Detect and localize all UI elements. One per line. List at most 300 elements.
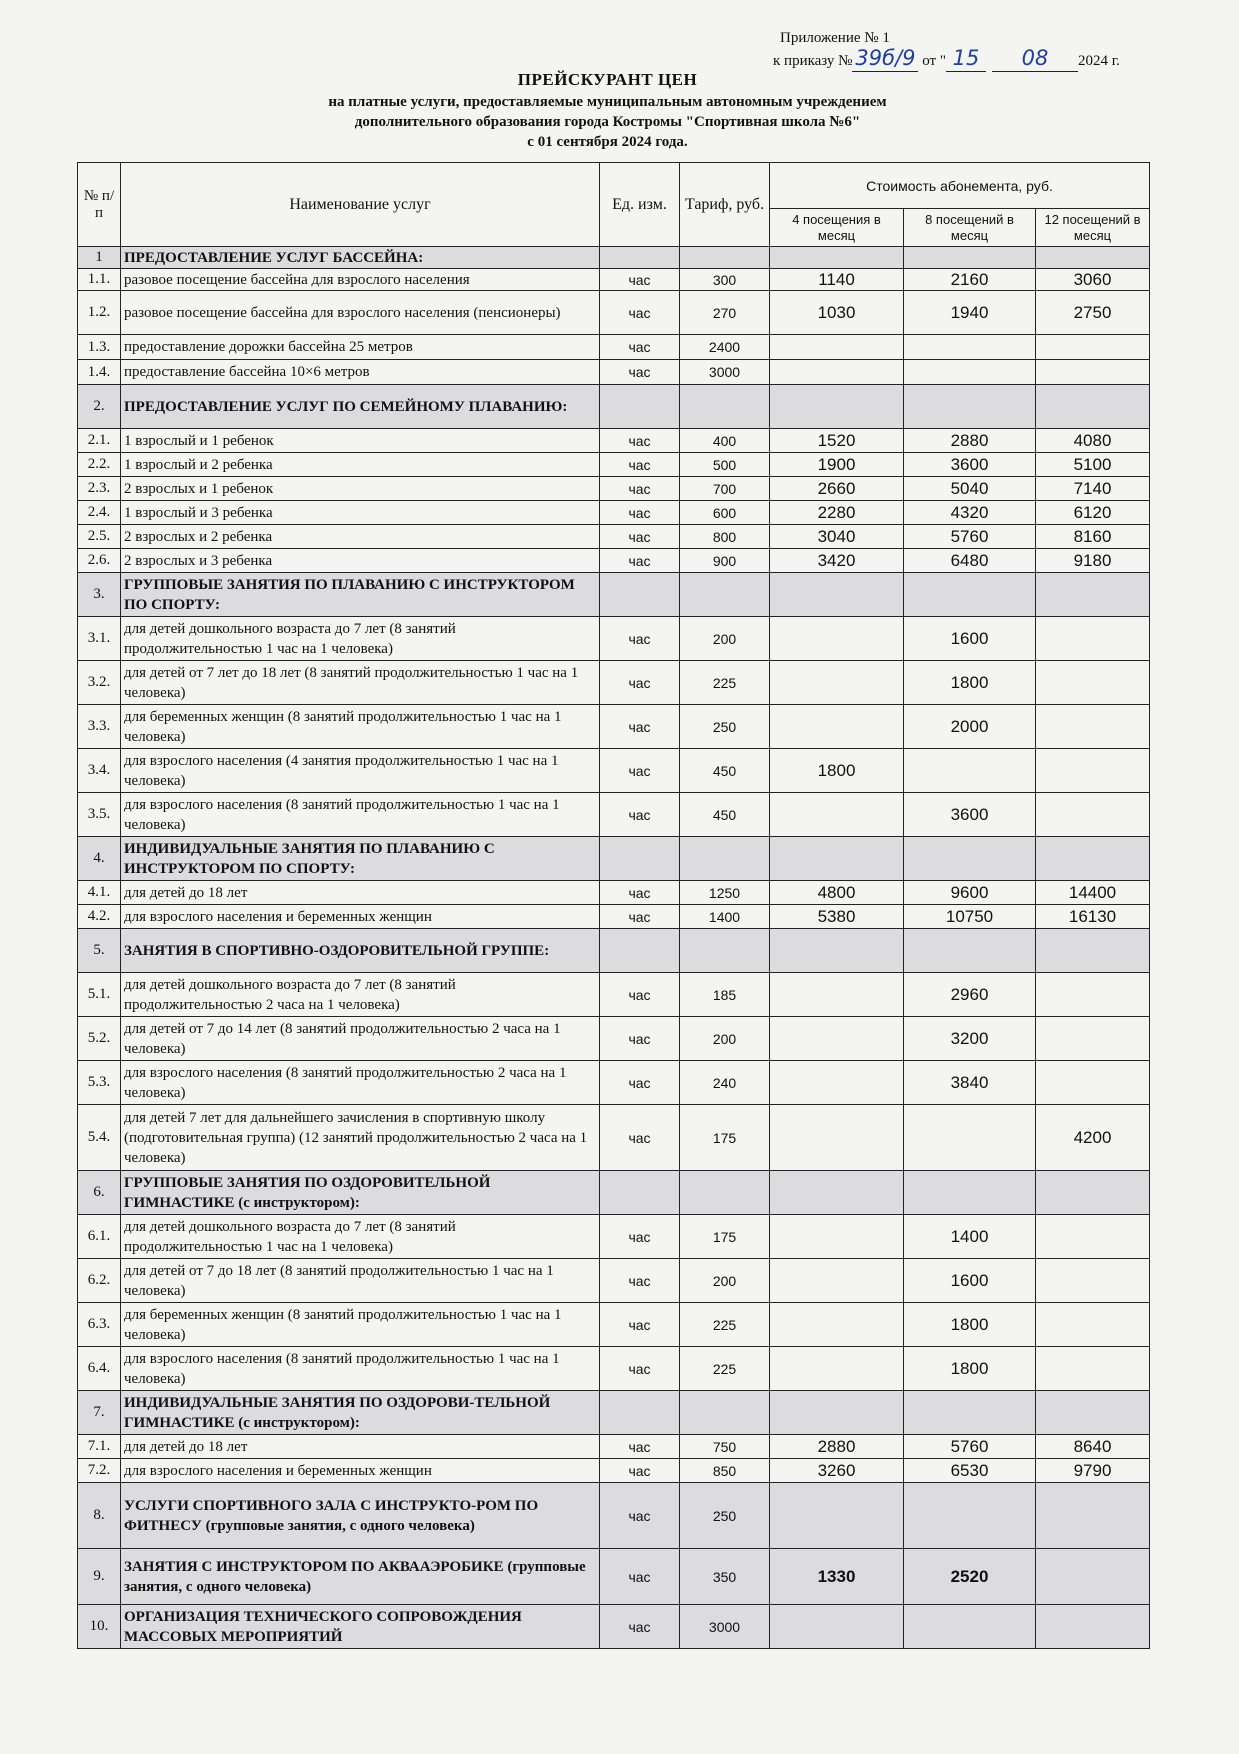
cell-tariff: 3000 <box>680 1605 770 1649</box>
cell-p4: 1140 <box>770 269 904 291</box>
price-table <box>77 162 1150 1649</box>
cell-unit: час <box>600 661 680 705</box>
cell-name: ЗАНЯТИЯ С ИНСТРУКТОРОМ ПО АКВААЭРОБИКЕ (групповые занятия, с одного человека) <box>121 1549 600 1605</box>
cell-p8: 3600 <box>904 453 1036 477</box>
cell-tariff: 3000 <box>680 360 770 385</box>
cell-num: 2.5. <box>78 525 121 549</box>
section-row <box>78 929 1150 973</box>
cell-num: 1 <box>78 247 121 269</box>
cell-tariff: 175 <box>680 1215 770 1259</box>
cell-unit: час <box>600 360 680 385</box>
cell-name: ИНДИВИДУАЛЬНЫЕ ЗАНЯТИЯ ПО ПЛАВАНИЮ С ИНСТРУКТОРОМ ПО СПОРТУ: <box>121 837 600 881</box>
cell-p4 <box>770 1215 904 1259</box>
cell-p4 <box>770 617 904 661</box>
order-reference <box>773 48 1120 72</box>
cell-tariff <box>680 1171 770 1215</box>
cell-p4: 1900 <box>770 453 904 477</box>
cell-num: 6. <box>78 1171 121 1215</box>
cell-name: для взрослого населения (8 занятий продолжительностью 2 часа на 1 человека) <box>121 1061 600 1105</box>
cell-p8: 10750 <box>904 905 1036 929</box>
cell-p4 <box>770 1105 904 1171</box>
cell-unit: час <box>600 749 680 793</box>
cell-p4 <box>770 1061 904 1105</box>
cell-p8: 2000 <box>904 705 1036 749</box>
cell-unit: час <box>600 1435 680 1459</box>
cell-unit: час <box>600 905 680 929</box>
cell-p8: 1800 <box>904 1347 1036 1391</box>
date-month-field <box>992 48 1078 72</box>
cell-p12 <box>1036 1549 1150 1605</box>
cell-num: 5.4. <box>78 1105 121 1171</box>
cell-tariff: 225 <box>680 1303 770 1347</box>
table-row <box>78 549 1150 573</box>
cell-p8 <box>904 1483 1036 1549</box>
cell-p8: 5760 <box>904 1435 1036 1459</box>
table-row <box>78 291 1150 335</box>
header-p12: 12 посещений в месяц <box>1036 209 1150 247</box>
cell-p8: 2160 <box>904 269 1036 291</box>
cell-tariff: 2400 <box>680 335 770 360</box>
cell-p4: 4800 <box>770 881 904 905</box>
cell-name: ПРЕДОСТАВЛЕНИЕ УСЛУГ ПО СЕМЕЙНОМУ ПЛАВАНИЮ: <box>121 385 600 429</box>
cell-p12 <box>1036 1017 1150 1061</box>
cell-p4: 1520 <box>770 429 904 453</box>
cell-p12 <box>1036 1605 1150 1649</box>
date-from: от " <box>922 53 946 69</box>
cell-tariff: 250 <box>680 705 770 749</box>
cell-p4 <box>770 1259 904 1303</box>
cell-p12 <box>1036 1259 1150 1303</box>
cell-p4 <box>770 385 904 429</box>
cell-name: для взрослого населения (8 занятий продолжительностью 1 час на 1 человека) <box>121 793 600 837</box>
cell-tariff: 250 <box>680 1483 770 1549</box>
cell-tariff: 800 <box>680 525 770 549</box>
cell-p8: 1940 <box>904 291 1036 335</box>
cell-name: 1 взрослый и 1 ребенок <box>121 429 600 453</box>
header-cost: Стоимость абонемента, руб. <box>770 163 1150 209</box>
cell-name: ОРГАНИЗАЦИЯ ТЕХНИЧЕСКОГО СОПРОВОЖДЕНИЯ МАССОВЫХ МЕРОПРИЯТИЙ <box>121 1605 600 1649</box>
cell-p8: 5040 <box>904 477 1036 501</box>
cell-name: 2 взрослых и 1 ребенок <box>121 477 600 501</box>
cell-unit <box>600 837 680 881</box>
cell-p12 <box>1036 749 1150 793</box>
table-row <box>78 269 1150 291</box>
cell-p4 <box>770 793 904 837</box>
cell-p8: 1600 <box>904 617 1036 661</box>
cell-p4: 5380 <box>770 905 904 929</box>
section-row <box>78 1391 1150 1435</box>
cell-unit: час <box>600 1347 680 1391</box>
header-p4: 4 посещения в месяц <box>770 209 904 247</box>
cell-p12 <box>1036 1215 1150 1259</box>
cell-tariff: 240 <box>680 1061 770 1105</box>
cell-name: разовое посещение бассейна для взрослого населения (пенсионеры) <box>121 291 600 335</box>
table-row <box>78 661 1150 705</box>
table-row <box>78 881 1150 905</box>
cell-p12 <box>1036 1171 1150 1215</box>
table-row <box>78 335 1150 360</box>
order-number-field <box>852 48 918 72</box>
table-row <box>78 525 1150 549</box>
table-row <box>78 501 1150 525</box>
cell-num: 1.1. <box>78 269 121 291</box>
cell-p12: 8160 <box>1036 525 1150 549</box>
cell-name: ИНДИВИДУАЛЬНЫЕ ЗАНЯТИЯ ПО ОЗДОРОВИ-ТЕЛЬНОЙ ГИМНАСТИКЕ (с инструктором): <box>121 1391 600 1435</box>
cell-unit: час <box>600 1459 680 1483</box>
cell-name: предоставление дорожки бассейна 25 метров <box>121 335 600 360</box>
cell-name: для детей 7 лет для дальнейшего зачисления в спортивную школу (подготовительная группа) (12 занятий продолжительностью 2 часа на 1 человека) <box>121 1105 600 1171</box>
cell-tariff: 200 <box>680 1259 770 1303</box>
cell-num: 6.2. <box>78 1259 121 1303</box>
subtitle-line-2: дополнительного образования города Костромы "Спортивная школа №6" <box>354 114 861 130</box>
cell-num: 4.2. <box>78 905 121 929</box>
cell-name: для взрослого населения и беременных женщин <box>121 1459 600 1483</box>
cell-p12 <box>1036 385 1150 429</box>
date-day-field <box>946 48 986 72</box>
page-title: ПРЕЙСКУРАНТ ЦЕН <box>517 70 698 89</box>
cell-num: 4.1. <box>78 881 121 905</box>
cell-name: ГРУППОВЫЕ ЗАНЯТИЯ ПО ПЛАВАНИЮ С ИНСТРУКТОРОМ ПО СПОРТУ: <box>121 573 600 617</box>
cell-name: для детей от 7 до 14 лет (8 занятий продолжительностью 2 часа на 1 человека) <box>121 1017 600 1061</box>
cell-name: для детей от 7 до 18 лет (8 занятий продолжительностью 1 час на 1 человека) <box>121 1259 600 1303</box>
cell-p12 <box>1036 1391 1150 1435</box>
table-row <box>78 477 1150 501</box>
cell-p4 <box>770 1171 904 1215</box>
section-row <box>78 1549 1150 1605</box>
cell-p8 <box>904 1105 1036 1171</box>
cell-p4 <box>770 1605 904 1649</box>
page-subtitle <box>0 92 1227 152</box>
cell-p8 <box>904 385 1036 429</box>
cell-p4 <box>770 705 904 749</box>
cell-p8: 1800 <box>904 661 1036 705</box>
cell-p8: 6480 <box>904 549 1036 573</box>
cell-p8 <box>904 1605 1036 1649</box>
cell-p8 <box>904 1391 1036 1435</box>
cell-num: 5.2. <box>78 1017 121 1061</box>
cell-num: 3.1. <box>78 617 121 661</box>
cell-tariff: 500 <box>680 453 770 477</box>
cell-p4 <box>770 973 904 1017</box>
cell-p12 <box>1036 705 1150 749</box>
cell-unit: час <box>600 291 680 335</box>
table-row <box>78 1061 1150 1105</box>
cell-unit: час <box>600 705 680 749</box>
cell-num: 9. <box>78 1549 121 1605</box>
cell-tariff: 350 <box>680 1549 770 1605</box>
cell-num: 1.3. <box>78 335 121 360</box>
cell-p8 <box>904 1171 1036 1215</box>
appendix-block <box>773 28 1120 72</box>
header-p8: 8 посещений в месяц <box>904 209 1036 247</box>
cell-name: для взрослого населения и беременных женщин <box>121 905 600 929</box>
cell-name: для детей до 18 лет <box>121 881 600 905</box>
cell-unit: час <box>600 335 680 360</box>
cell-p4 <box>770 1303 904 1347</box>
cell-tariff: 1400 <box>680 905 770 929</box>
cell-p12 <box>1036 1303 1150 1347</box>
cell-unit <box>600 385 680 429</box>
cell-name: 2 взрослых и 3 ребенка <box>121 549 600 573</box>
cell-p8: 2520 <box>904 1549 1036 1605</box>
cell-unit: час <box>600 881 680 905</box>
cell-p4 <box>770 247 904 269</box>
cell-num: 1.2. <box>78 291 121 335</box>
cell-name: 2 взрослых и 2 ребенка <box>121 525 600 549</box>
cell-p4 <box>770 1483 904 1549</box>
cell-num: 2.3. <box>78 477 121 501</box>
table-row <box>78 1105 1150 1171</box>
cell-name: для беременных женщин (8 занятий продолжительностью 1 час на 1 человека) <box>121 1303 600 1347</box>
cell-p12: 2750 <box>1036 291 1150 335</box>
table-body <box>78 247 1150 1649</box>
cell-tariff <box>680 247 770 269</box>
cell-num: 7. <box>78 1391 121 1435</box>
cell-unit: час <box>600 1061 680 1105</box>
cell-p4: 2880 <box>770 1435 904 1459</box>
cell-unit: час <box>600 453 680 477</box>
table-row <box>78 1017 1150 1061</box>
cell-p8: 1800 <box>904 1303 1036 1347</box>
cell-p12: 6120 <box>1036 501 1150 525</box>
cell-tariff <box>680 573 770 617</box>
cell-unit: час <box>600 525 680 549</box>
cell-unit: час <box>600 1483 680 1549</box>
cell-p12: 16130 <box>1036 905 1150 929</box>
section-row <box>78 837 1150 881</box>
cell-p12: 14400 <box>1036 881 1150 905</box>
cell-p4 <box>770 1017 904 1061</box>
cell-tariff: 175 <box>680 1105 770 1171</box>
cell-name: для взрослого населения (4 занятия продолжительностью 1 час на 1 человека) <box>121 749 600 793</box>
cell-unit: час <box>600 549 680 573</box>
order-number: 39б/9 <box>855 46 916 70</box>
cell-name: ЗАНЯТИЯ В СПОРТИВНО-ОЗДОРОВИТЕЛЬНОЙ ГРУППЕ: <box>121 929 600 973</box>
subtitle-line-1: на платные услуги, предоставляемые муниципальным автономным учреждением <box>328 94 887 110</box>
cell-p12 <box>1036 617 1150 661</box>
cell-unit: час <box>600 1303 680 1347</box>
table-row <box>78 617 1150 661</box>
cell-p4 <box>770 573 904 617</box>
cell-num: 3.2. <box>78 661 121 705</box>
section-row <box>78 385 1150 429</box>
cell-tariff: 1250 <box>680 881 770 905</box>
appendix-label: Приложение № 1 <box>780 30 890 46</box>
cell-name: для детей дошкольного возраста до 7 лет (8 занятий продолжительностью 2 часа на 1 человека) <box>121 973 600 1017</box>
cell-p12 <box>1036 573 1150 617</box>
cell-tariff <box>680 385 770 429</box>
cell-tariff: 225 <box>680 661 770 705</box>
cell-p4 <box>770 837 904 881</box>
cell-num: 7.2. <box>78 1459 121 1483</box>
cell-p8 <box>904 837 1036 881</box>
cell-tariff: 850 <box>680 1459 770 1483</box>
cell-num: 5.3. <box>78 1061 121 1105</box>
cell-p12 <box>1036 793 1150 837</box>
cell-p8 <box>904 335 1036 360</box>
section-row <box>78 1605 1150 1649</box>
date-month: 08 <box>1021 46 1049 70</box>
cell-unit: час <box>600 269 680 291</box>
cell-unit: час <box>600 1215 680 1259</box>
cell-num: 2. <box>78 385 121 429</box>
table-row <box>78 749 1150 793</box>
cell-p4 <box>770 929 904 973</box>
cell-num: 3.3. <box>78 705 121 749</box>
cell-name: УСЛУГИ СПОРТИВНОГО ЗАЛА С ИНСТРУКТО-РОМ ПО ФИТНЕСУ (групповые занятия, с одного человека) <box>121 1483 600 1549</box>
cell-tariff <box>680 1391 770 1435</box>
table-row <box>78 1303 1150 1347</box>
cell-name: для беременных женщин (8 занятий продолжительностью 1 час на 1 человека) <box>121 705 600 749</box>
section-row <box>78 247 1150 269</box>
cell-num: 3.5. <box>78 793 121 837</box>
cell-p8 <box>904 573 1036 617</box>
cell-tariff: 270 <box>680 291 770 335</box>
cell-p12: 9180 <box>1036 549 1150 573</box>
cell-tariff <box>680 929 770 973</box>
cell-p8: 3600 <box>904 793 1036 837</box>
cell-p8 <box>904 749 1036 793</box>
cell-num: 10. <box>78 1605 121 1649</box>
cell-p8: 3200 <box>904 1017 1036 1061</box>
cell-name: разовое посещение бассейна для взрослого населения <box>121 269 600 291</box>
order-prefix: к приказу № <box>773 53 853 69</box>
cell-p8: 2880 <box>904 429 1036 453</box>
header-tariff: Тариф, руб. <box>680 163 770 247</box>
table-row <box>78 705 1150 749</box>
cell-name: 1 взрослый и 2 ребенка <box>121 453 600 477</box>
cell-num: 5. <box>78 929 121 973</box>
cell-unit: час <box>600 477 680 501</box>
cell-num: 2.1. <box>78 429 121 453</box>
cell-unit <box>600 247 680 269</box>
section-row <box>78 1171 1150 1215</box>
cell-num: 2.6. <box>78 549 121 573</box>
cell-num: 1.4. <box>78 360 121 385</box>
cell-name: для взрослого населения (8 занятий продолжительностью 1 час на 1 человека) <box>121 1347 600 1391</box>
cell-unit <box>600 1391 680 1435</box>
cell-name: ПРЕДОСТАВЛЕНИЕ УСЛУГ БАССЕЙНА: <box>121 247 600 269</box>
cell-num: 6.3. <box>78 1303 121 1347</box>
table-row <box>78 905 1150 929</box>
table-row <box>78 1259 1150 1303</box>
cell-tariff: 900 <box>680 549 770 573</box>
cell-name: ГРУППОВЫЕ ЗАНЯТИЯ ПО ОЗДОРОВИТЕЛЬНОЙ ГИМНАСТИКЕ (с инструктором): <box>121 1171 600 1215</box>
header-num: № п/п <box>78 163 121 247</box>
cell-p12: 4200 <box>1036 1105 1150 1171</box>
table-header <box>78 163 1150 247</box>
cell-tariff: 200 <box>680 617 770 661</box>
cell-tariff: 450 <box>680 749 770 793</box>
table-row <box>78 973 1150 1017</box>
cell-p4: 3420 <box>770 549 904 573</box>
cell-p12 <box>1036 1061 1150 1105</box>
cell-p4: 3040 <box>770 525 904 549</box>
table-row <box>78 360 1150 385</box>
cell-unit: час <box>600 1259 680 1303</box>
cell-p8 <box>904 929 1036 973</box>
cell-p12: 7140 <box>1036 477 1150 501</box>
cell-unit <box>600 1171 680 1215</box>
cell-p12 <box>1036 1347 1150 1391</box>
cell-p12 <box>1036 247 1150 269</box>
cell-num: 6.1. <box>78 1215 121 1259</box>
cell-name: 1 взрослый и 3 ребенка <box>121 501 600 525</box>
cell-unit <box>600 573 680 617</box>
cell-unit: час <box>600 501 680 525</box>
section-row <box>78 1483 1150 1549</box>
cell-unit: час <box>600 1605 680 1649</box>
cell-p8: 4320 <box>904 501 1036 525</box>
cell-num: 3. <box>78 573 121 617</box>
cell-p8 <box>904 360 1036 385</box>
cell-p12: 9790 <box>1036 1459 1150 1483</box>
cell-p8: 5760 <box>904 525 1036 549</box>
cell-p4: 3260 <box>770 1459 904 1483</box>
cell-num: 4. <box>78 837 121 881</box>
cell-tariff: 200 <box>680 1017 770 1061</box>
cell-name: для детей от 7 лет до 18 лет (8 занятий продолжительностью 1 час на 1 человека) <box>121 661 600 705</box>
header-unit: Ед. изм. <box>600 163 680 247</box>
cell-p4 <box>770 1391 904 1435</box>
cell-p8: 3840 <box>904 1061 1036 1105</box>
cell-num: 7.1. <box>78 1435 121 1459</box>
cell-num: 3.4. <box>78 749 121 793</box>
cell-p12 <box>1036 929 1150 973</box>
cell-p12 <box>1036 837 1150 881</box>
cell-p8: 1400 <box>904 1215 1036 1259</box>
cell-unit: час <box>600 973 680 1017</box>
table-row <box>78 793 1150 837</box>
cell-unit: час <box>600 429 680 453</box>
cell-tariff: 600 <box>680 501 770 525</box>
cell-p4 <box>770 335 904 360</box>
cell-tariff: 700 <box>680 477 770 501</box>
cell-p4: 1330 <box>770 1549 904 1605</box>
cell-tariff: 450 <box>680 793 770 837</box>
cell-num: 2.4. <box>78 501 121 525</box>
cell-p12 <box>1036 973 1150 1017</box>
subtitle-line-3: с 01 сентября 2024 года. <box>527 134 688 150</box>
cell-p4: 2660 <box>770 477 904 501</box>
cell-p4: 2280 <box>770 501 904 525</box>
cell-tariff: 750 <box>680 1435 770 1459</box>
cell-p8: 2960 <box>904 973 1036 1017</box>
cell-unit: час <box>600 793 680 837</box>
cell-tariff <box>680 837 770 881</box>
table-row <box>78 453 1150 477</box>
cell-num: 6.4. <box>78 1347 121 1391</box>
cell-tariff: 225 <box>680 1347 770 1391</box>
table-row <box>78 1347 1150 1391</box>
cell-num: 2.2. <box>78 453 121 477</box>
cell-unit: час <box>600 1017 680 1061</box>
cell-p4: 1800 <box>770 749 904 793</box>
cell-p12: 3060 <box>1036 269 1150 291</box>
date-year: 2024 г. <box>1077 53 1120 69</box>
cell-tariff: 400 <box>680 429 770 453</box>
cell-p4 <box>770 661 904 705</box>
cell-p12 <box>1036 1483 1150 1549</box>
table-row <box>78 429 1150 453</box>
cell-tariff: 185 <box>680 973 770 1017</box>
cell-p8: 1600 <box>904 1259 1036 1303</box>
cell-p12: 8640 <box>1036 1435 1150 1459</box>
cell-p12 <box>1036 360 1150 385</box>
cell-p8 <box>904 247 1036 269</box>
cell-p12 <box>1036 335 1150 360</box>
cell-num: 8. <box>78 1483 121 1549</box>
